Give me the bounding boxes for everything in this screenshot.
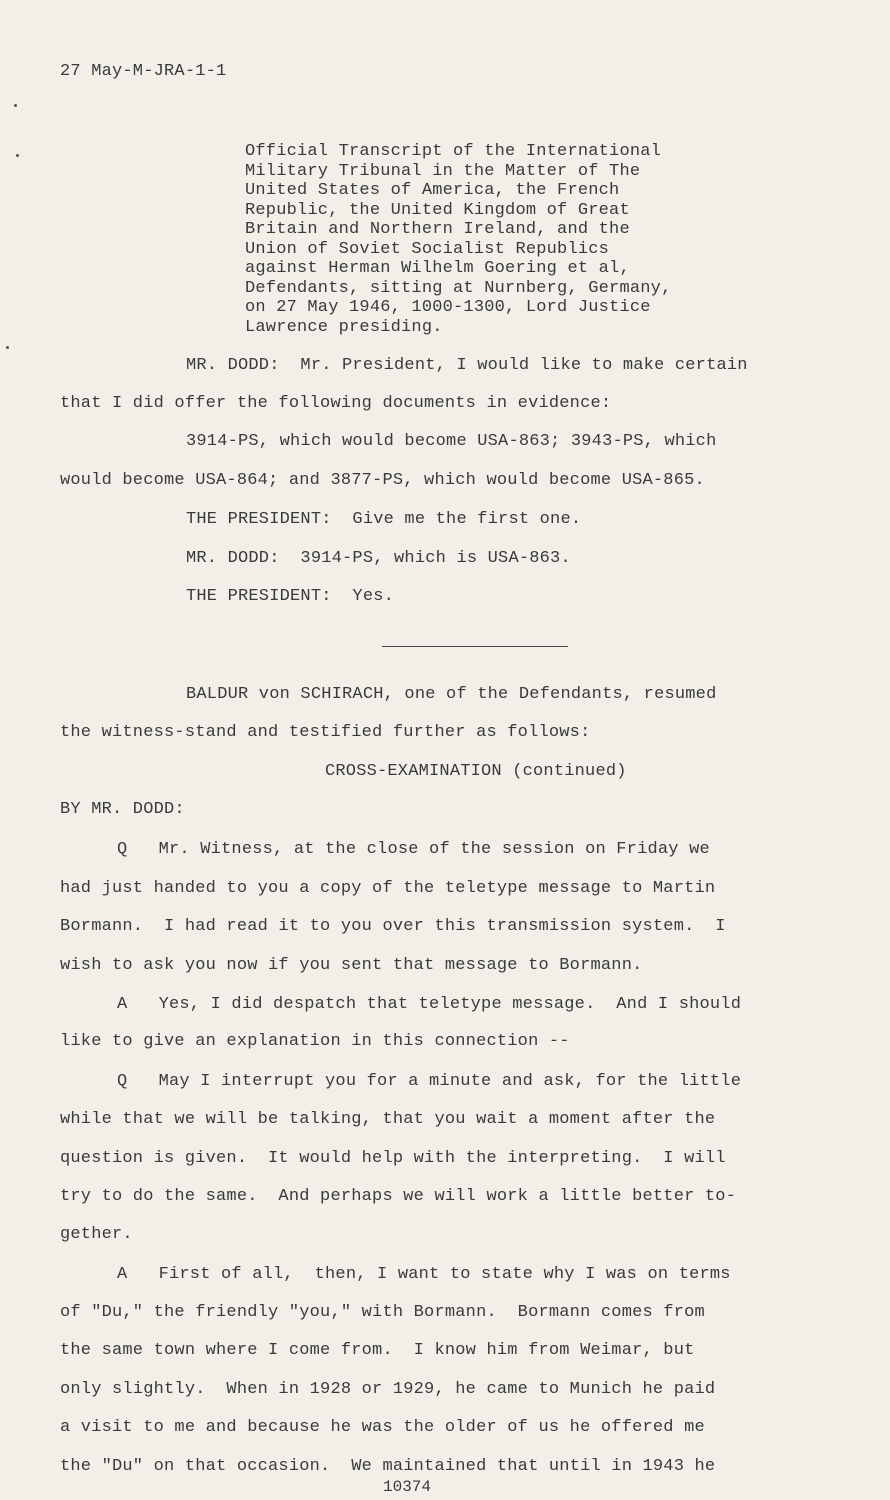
body-line: the same town where I come from. I know him from Weimar, but: [60, 1341, 695, 1360]
section-divider: [382, 646, 568, 647]
caption-line: Britain and Northern Ireland, and the: [245, 220, 630, 239]
body-line: THE PRESIDENT: Yes.: [186, 587, 395, 606]
body-line: BY MR. DODD:: [60, 800, 185, 819]
body-line: Q May I interrupt you for a minute and ask, for the little: [117, 1072, 742, 1091]
body-line: that I did offer the following documents in evidence:: [60, 394, 612, 413]
caption-line: on 27 May 1946, 1000-1300, Lord Justice: [245, 298, 651, 317]
body-line: a visit to me and because he was the older of us he offered me: [60, 1418, 705, 1437]
caption-line: Official Transcript of the International: [245, 142, 662, 161]
body-line: while that we will be talking, that you wait a moment after the: [60, 1110, 716, 1129]
caption-line: United States of America, the French: [245, 181, 620, 200]
body-line: THE PRESIDENT: Give me the first one.: [186, 510, 582, 529]
body-line: 3914-PS, which would become USA-863; 3943-PS, which: [186, 432, 717, 451]
body-line: question is given. It would help with the interpreting. I will: [60, 1149, 726, 1168]
margin-mark: [6, 346, 9, 349]
body-line: the "Du" on that occasion. We maintained that until in 1943 he: [60, 1457, 716, 1476]
body-line: BALDUR von SCHIRACH, one of the Defendants, resumed: [186, 685, 717, 704]
body-line: A First of all, then, I want to state why I was on terms: [117, 1265, 731, 1284]
body-line: wish to ask you now if you sent that message to Bormann.: [60, 956, 643, 975]
page-number: 10374: [383, 1478, 432, 1496]
body-line: the witness-stand and testified further as follows:: [60, 723, 591, 742]
body-line: MR. DODD: Mr. President, I would like to make certain: [186, 356, 748, 375]
body-line: Q Mr. Witness, at the close of the session on Friday we: [117, 840, 710, 859]
body-line: MR. DODD: 3914-PS, which is USA-863.: [186, 549, 571, 568]
body-line: try to do the same. And perhaps we will work a little better to-: [60, 1187, 737, 1206]
caption-line: Lawrence presiding.: [245, 318, 443, 337]
section-heading: CROSS-EXAMINATION (continued): [325, 762, 627, 781]
caption-line: Military Tribunal in the Matter of The: [245, 162, 641, 181]
body-line: like to give an explanation in this connection --: [60, 1032, 570, 1051]
caption-line: Defendants, sitting at Nurnberg, Germany,: [245, 279, 672, 298]
body-line: had just handed to you a copy of the teletype message to Martin: [60, 879, 716, 898]
caption-line: Union of Soviet Socialist Republics: [245, 240, 610, 259]
margin-mark: [14, 104, 17, 107]
body-line: would become USA-864; and 3877-PS, which would become USA-865.: [60, 471, 705, 490]
body-line: only slightly. When in 1928 or 1929, he came to Munich he paid: [60, 1380, 716, 1399]
body-line: Bormann. I had read it to you over this transmission system. I: [60, 917, 726, 936]
caption-line: against Herman Wilhelm Goering et al,: [245, 259, 630, 278]
body-line: A Yes, I did despatch that teletype message. And I should: [117, 995, 742, 1014]
margin-mark: [16, 154, 19, 157]
body-line: of "Du," the friendly "you," with Bormann. Bormann comes from: [60, 1303, 705, 1322]
header-reference: 27 May-M-JRA-1-1: [60, 62, 227, 81]
caption-line: Republic, the United Kingdom of Great: [245, 201, 630, 220]
body-line: gether.: [60, 1225, 133, 1244]
